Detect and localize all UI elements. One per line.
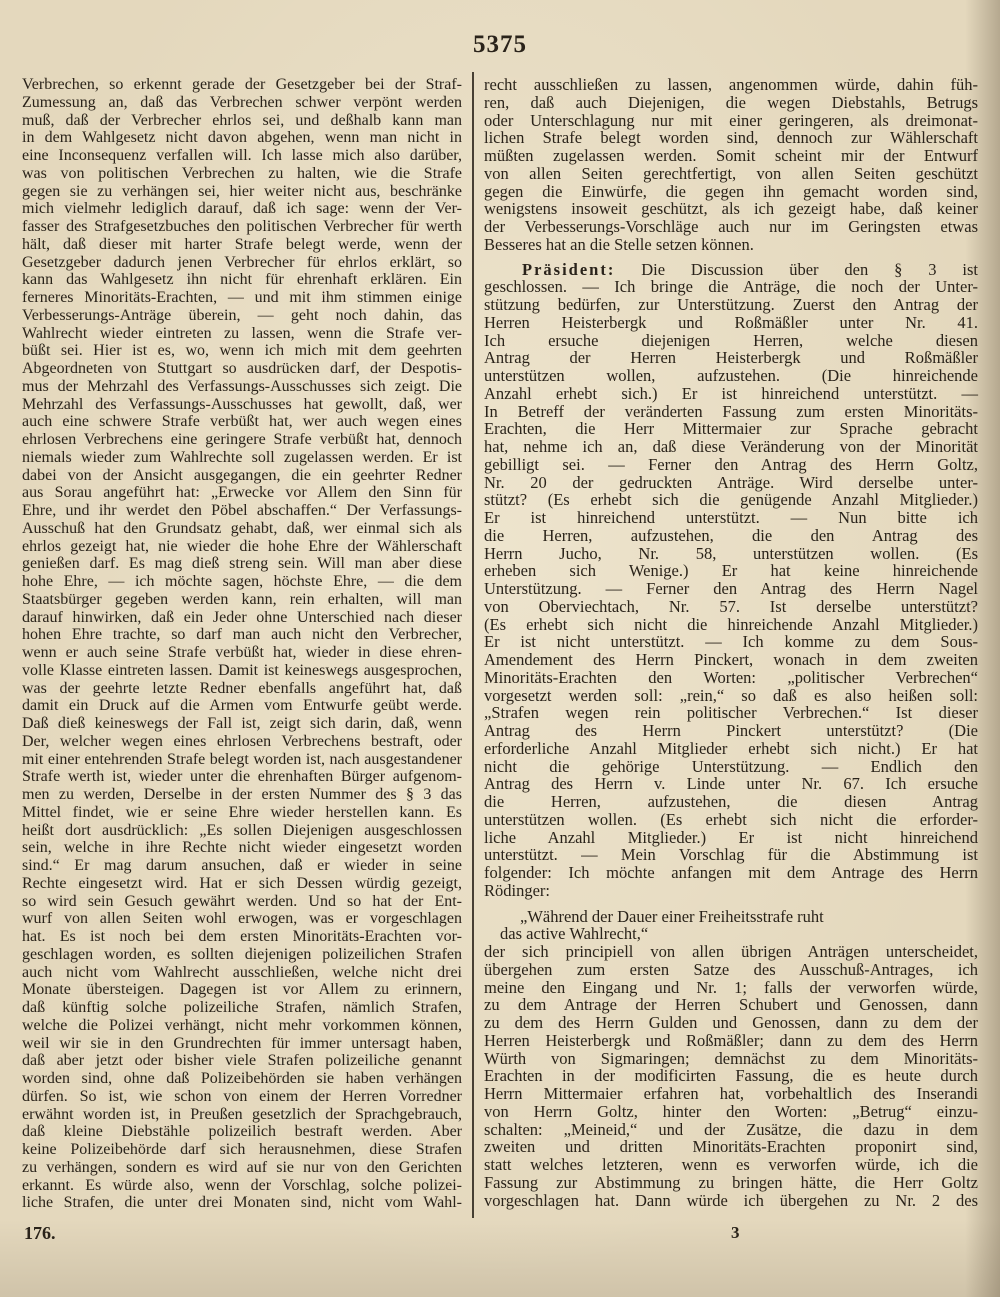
text-line: von allen Seiten gerechtfertigt, von allen Seiten geschützt bbox=[484, 163, 978, 183]
text-line: niemals wieder zum Wahlrechte soll zugelassen werden. Er ist bbox=[22, 448, 462, 466]
text-line: dabei von der Ansicht ausgegangen, die ein geehrter Redner bbox=[22, 466, 462, 484]
text-line: Monate übersteigen. Dagegen ist vor Allem zu erinnern, bbox=[22, 981, 462, 999]
text-line: mit einer entehrenden Strafe belegt worden ist, nach ausgestandener bbox=[22, 750, 462, 768]
text-line: zu verhängen, sondern es wird auf sie nur von den Gerichten bbox=[22, 1158, 462, 1176]
text-line: Er ist nicht unterstützt. — Ich komme zu dem Sous- bbox=[484, 632, 978, 652]
text-line: Er ist hinreichend unterstützt. — Nun bitte ich bbox=[484, 508, 978, 527]
text-line: das active Wahlrecht,“ bbox=[500, 924, 649, 944]
text-line: Herrn Mittermaier erfahren hat, vorbehaltlich des Inserandi bbox=[484, 1084, 978, 1103]
text-line: gegen sie zu verhängen sei, hier weiter nicht aus, beschränke bbox=[22, 182, 462, 200]
text-line: folgender: Ich möchte anfangen mit dem Antrage des Herrn bbox=[484, 863, 978, 882]
text-line: zu dem des Herrn Gulden und Genossen, dann zu dem der bbox=[484, 1013, 978, 1032]
text-line: Herren Heisterbergk und Roßmäßler; dann zu dem des Herrn bbox=[484, 1030, 978, 1050]
text-line: von Oberviechtach, Nr. 57. Ist derselbe unterstützt? bbox=[484, 596, 978, 616]
text-line: wurf von allen Seiten wohl erwogen, was er vorgeschlagen bbox=[22, 910, 462, 928]
text-line: ferneres Minoritäts-Erachten, — und mit ihm stimmen einige bbox=[22, 289, 462, 306]
sheet-number: 3 bbox=[731, 1223, 740, 1242]
text-line: Antrag des Herrn v. Linde unter Nr. 67. Ich ersuche bbox=[484, 774, 978, 794]
text-line: Erachten in der modificirten Fassung, die es heute durch bbox=[484, 1066, 978, 1086]
text-line: keine Polizeibehörde darf sich herausnehmen, diese Strafen bbox=[22, 1141, 462, 1158]
text-line: zweiten und dritten Minoritäts-Erachten proponirt sind, bbox=[484, 1137, 978, 1157]
text-line bbox=[484, 261, 978, 279]
right-column bbox=[484, 76, 978, 1209]
text-line: hohen Ehre trachte, so darf man auch nicht den Verbrecher, bbox=[22, 626, 462, 644]
text-line: „Strafen wegen rein politischer Verbrechen.“ Ist dieser bbox=[484, 703, 978, 723]
text-line: die Herren, aufzustehen, die diesen Antrag bbox=[484, 792, 978, 811]
text-line: gebilligt sei. — Ferner den Antrag des Herrn Goltz, bbox=[484, 454, 978, 474]
text-line: geschlossen. — Ich bringe die Anträge, die noch der Unter- bbox=[484, 277, 978, 297]
text-line: Wahlrecht wieder eintreten zu lassen, wenn die Strafe ver- bbox=[22, 324, 462, 342]
text-line: daß aber jetzt oder bisher viele Strafen polizeiliche genannt bbox=[22, 1052, 462, 1070]
president-paragraph bbox=[484, 261, 978, 900]
text-line: hohe Ehre, — ich möchte sagen, höchste Ehre, — die dem bbox=[22, 573, 462, 590]
text-line: Antrag des Herrn Pinckert unterstützt? (Die bbox=[484, 721, 978, 740]
text-line: so wird sein Gesuch gewährt werden. Und so hat der Ent- bbox=[22, 892, 462, 910]
text-line: Gesetzgeber dadurch jenen Verbrecher für ehrlos erklärt, so bbox=[22, 253, 462, 271]
text-line: sein, welche in ihre Rechte nicht wieder eingesetzt worden bbox=[22, 839, 462, 857]
text-line: erforderliche Anzahl Mitglieder erhebt sich nicht.) Er hat bbox=[484, 738, 978, 758]
text-line: statt welches letzteren, wenn es verworfen würde, ich die bbox=[484, 1155, 978, 1174]
text-line: dürfen. So ist, wie schon von einem der Herren Vorredner bbox=[22, 1087, 462, 1105]
text-line: vorgeschlagen hat. Dann würde ich übergehen zu Nr. 2 des bbox=[484, 1190, 978, 1210]
text-line: Nr. 20 der gedruckten Anträge. Wird derselbe unter- bbox=[484, 472, 978, 492]
text-line: Würth von Sigmaringen; demnächst zu dem Minoritäts- bbox=[484, 1048, 978, 1068]
text-line: wenn er auch seine Strafe verbüßt hat, wieder in diese ehren- bbox=[22, 644, 462, 661]
text-line: Daß dieß keineswegs der Fall ist, zeigt sich darin, daß, wenn bbox=[22, 715, 462, 732]
text-line: müßten zugelassen werden. Somit scheint mir der Entwurf bbox=[484, 146, 978, 165]
text-line: hat, nehme ich an, daß diese Veränderung von der Minorität bbox=[484, 437, 978, 456]
text-line: erheben sich Wenige.) Er hat keine hinreichende bbox=[484, 561, 978, 581]
text-line: unterstützen wollen. (Es erhebt sich nicht die erforder- bbox=[484, 809, 978, 829]
left-column bbox=[22, 76, 462, 1212]
text-line: liche Strafen, die unter drei Monaten sind, nicht vom Wahl- bbox=[22, 1194, 462, 1212]
text-line: was von politischen Verbrechen zu halten, wie die Strafe bbox=[22, 164, 462, 182]
speaker-label: Präsident: bbox=[522, 259, 616, 279]
text-line: liche Anzahl Mitglieder.) Er ist nicht hinreichend bbox=[484, 827, 978, 847]
text-line: Amendement des Herrn Pinckert, wonach in dem zweiten bbox=[484, 650, 978, 669]
text-line: unterstützen wollen, aufzustehen. (Die hinreichende bbox=[484, 366, 978, 385]
text-line: die Herren, aufzustehen, die den Antrag des bbox=[484, 525, 978, 545]
text-line: heißt dort ausdrücklich: „Es sollen Diejenigen ausgeschlossen bbox=[22, 821, 462, 839]
text-line: daß künftig solche polizeiliche Strafen, nämlich Strafen, bbox=[22, 999, 462, 1016]
text-line: aus Sorau angeführt hat: „Erwecke vor Allem den Sinn für bbox=[22, 484, 462, 502]
text-line: men zu werden, Derselbe in der ersten Nummer des § 3 das bbox=[22, 786, 462, 803]
text-line: Mehrzahl des Verfassungs-Ausschusses hat gewollt, daß, wer bbox=[22, 395, 462, 413]
text-line: worden sind, ohne daß Polizeibehörden sie haben verhängen bbox=[22, 1070, 462, 1087]
text-line: der sich principiell von allen übrigen Anträgen unterscheidet, bbox=[484, 942, 978, 961]
text-line: Fassung zur Abstimmung zu bringen hätte, die Herr Goltz bbox=[484, 1172, 978, 1192]
text-line: unterstützt. — Mein Vorschlag für die Abstimmung ist bbox=[484, 845, 978, 865]
text-line: fasser des Strafgesetzbuches den politischen Verbrecher für werth bbox=[22, 218, 462, 235]
text-line: Abgeordneten von Stuttgart so ausdrücken darf, der Despotis- bbox=[22, 360, 462, 377]
text-line: Mittel findet, wie er seine Ehre wieder herstellen kann. Es bbox=[22, 803, 462, 821]
signature-mark: 176. bbox=[24, 1223, 56, 1243]
text-line: Verbrechen, so erkennt gerade der Gesetzgeber bei der Straf- bbox=[22, 76, 462, 93]
text-line: hat. Es ist noch bei dem ersten Minoritäts-Erachten vor- bbox=[22, 928, 462, 945]
text-line: zu dem Antrage der Herren Schubert und Genossen, dann bbox=[484, 995, 978, 1015]
text-line: Der, welcher wegen eines ehrlosen Verbrechens bestraft, oder bbox=[22, 732, 462, 750]
text-line: Antrag der Herren Heisterbergk und Roßmäßler bbox=[484, 348, 978, 368]
text-line: der Verbesserungs-Vorschläge auch nur im Geringsten etwas bbox=[484, 217, 978, 236]
text-line: vorgesetzt werden soll: „rein,“ so daß es also heißen soll: bbox=[484, 685, 978, 705]
text-line: Erachten, die Herr Mittermaier zur Sprache gebracht bbox=[484, 419, 978, 439]
text-line: (Es erhebt sich nicht die hinreichende Anzahl Mitglieder.) bbox=[484, 614, 978, 634]
text-line-content: Die Discussion über den § 3 ist bbox=[641, 259, 978, 279]
text-line: gegen die Einwürfe, die gegen ihn gemacht worden sind, bbox=[484, 181, 978, 201]
text-line: stützung bedürfen, zur Unterstützung. Zuerst den Antrag der bbox=[484, 295, 978, 314]
text-line: stützt? (Es erhebt sich die genügende Anzahl Mitglieder.) bbox=[484, 490, 978, 510]
text-line: In Betreff der veränderten Fassung zum ersten Minoritäts- bbox=[484, 401, 978, 421]
text-line: Herrn Jucho, Nr. 58, unterstützen wollen. (Es bbox=[484, 543, 978, 563]
text-line: Herren Heisterbergk und Roßmäßler unter Nr. 41. bbox=[484, 312, 978, 332]
column-divider bbox=[472, 72, 474, 1218]
text-line: was der geehrte letzte Redner ebenfalls angeführt hat, daß bbox=[22, 679, 462, 697]
text-line: nicht die gehörige Unterstützung. — Endlich den bbox=[484, 756, 978, 776]
text-line: lichen Strafe belegt worden sind, dennoch zur Wählerschaft bbox=[484, 128, 978, 148]
text-line: Ausschuß hat den Grundsatz gehabt, daß, wer einmal sich als bbox=[22, 519, 462, 537]
text-line: damit ein Druck auf die Armen vom Entwurfe geübt werde. bbox=[22, 697, 462, 715]
text-line: Zumessung an, daß das Verbrechen schwer verpönt werden bbox=[22, 93, 462, 111]
text-line: Minoritäts-Erachten den Worten: „politischer Verbrechen“ bbox=[484, 667, 978, 687]
text-line: muß, daß der Verbrecher ehrlos sei, und deßhalb kann man bbox=[22, 111, 462, 129]
text-line: sind.“ Er mag darum ansuchen, daß er wieder in seine bbox=[22, 857, 462, 874]
text-line: mus der Mehrzahl des Verfassungs-Ausschusses sich zeigt. Die bbox=[22, 377, 462, 395]
text-line: Anzahl erhebt sich.) Er ist hinreichend unterstützt. — bbox=[484, 383, 978, 403]
text-line: weil wir sie in den Grundrechten für immer untersagt haben, bbox=[22, 1034, 462, 1052]
text-line: volle Klasse eintreten lassen. Damit ist keineswegs ausgesprochen, bbox=[22, 661, 462, 679]
speech-end-paragraph bbox=[484, 76, 978, 254]
text-line: ehrlos gezeigt hat, nie wieder die hohe Ehre der Wählerschaft bbox=[22, 537, 462, 555]
text-line: recht ausschließen zu lassen, angenommen würde, dahin füh- bbox=[484, 75, 978, 94]
text-line: erwähnt worden ist, in Preußen gesetzlich der Sprachgebrauch, bbox=[22, 1105, 462, 1123]
text-line: Verbesserungs-Anträge überein, — geht noch dahin, das bbox=[22, 306, 462, 324]
text-line: auch nicht vom Wahlrecht ausschließen, welche nicht drei bbox=[22, 963, 462, 981]
text-line: kann das Wahlgesetz ihn nicht für ehrenhaft erklären. Ein bbox=[22, 271, 462, 289]
text-line: ren, daß auch Diejenigen, die wegen Diebstahls, Betrugs bbox=[484, 92, 978, 112]
text-line: hält, daß dieser mit harter Strafe belegt werde, wenn der bbox=[22, 235, 462, 253]
text-line: Unterstützung. — Ferner den Antrag des Herrn Nagel bbox=[484, 579, 978, 598]
text-line: meine den Eingang und Nr. 1; falls der verworfen würde, bbox=[484, 977, 978, 997]
text-line: auch eine schwere Strafe verbüßt hat, wer auch wegen eines bbox=[22, 413, 462, 431]
text-line: von Herrn Goltz, hinter den Worten: „Betrug“ einzu- bbox=[484, 1101, 978, 1121]
text-line: Staatsbürger gegeben werden kann, rein erhalten, will man bbox=[22, 590, 462, 608]
continuation-paragraph bbox=[484, 943, 978, 1209]
text-line: genießen darf. Es mag dieß streng sein. Will man aber diese bbox=[22, 555, 462, 573]
text-line: Ich ersuche diejenigen Herren, welche diesen bbox=[484, 330, 978, 350]
text-line: Strafe werth ist, wieder unter die ehrenhaften Bürger aufgenom- bbox=[22, 768, 462, 786]
text-line: büßt sei. Hier ist es, wo, wenn ich mich mit dem geehrten bbox=[22, 342, 462, 360]
text-line: schalten: „Meineid,“ und der Zusätze, die dazu in dem bbox=[484, 1119, 978, 1139]
page-number: 5375 bbox=[473, 31, 527, 58]
text-line: Rechte eingesetzt wird. Hat er sich Dessen würdig gezeigt, bbox=[22, 874, 462, 892]
text-line: Ehre, und ihr werdet den Pöbel abschaffen.“ Der Verfassungs- bbox=[22, 502, 462, 519]
text-line: mich vielmehr lediglich darauf, daß ich sage: wenn der Ver- bbox=[22, 200, 462, 218]
text-line: übergehen zum ersten Satze des Ausschuß-Antrages, ich bbox=[484, 959, 978, 979]
text-line: darauf hinwirken, daß ein Jeder ohne Unterschied nach dieser bbox=[22, 608, 462, 626]
text-line: eine Inconsequenz verfallen will. Ich lasse mich also darüber, bbox=[22, 147, 462, 164]
text-line: welche die Polizei verhängt, nicht mehr vorkommen können, bbox=[22, 1016, 462, 1034]
text-line: erkannt. Es würde also, wenn der Vorschlag, solche polizei- bbox=[22, 1176, 462, 1194]
text-line: oder Unterschlagung nur mit einer geringeren, als dreimonat- bbox=[484, 110, 978, 130]
text-line: Rödinger: bbox=[484, 880, 550, 900]
text-line: ehrlosen Verbrechens eine geringere Strafe verbüßt hat, dennoch bbox=[22, 431, 462, 448]
text-line: wenigstens insoweit geschützt, als ich gezeigt habe, daß keiner bbox=[484, 199, 978, 219]
text-line: geschlagen worden, es sollten diejenigen polizeilichen Strafen bbox=[22, 945, 462, 963]
text-line: daß kleine Diebstähle polizeilich bestraft werden. Aber bbox=[22, 1123, 462, 1141]
text-line: „Während der Dauer einer Freiheitsstrafe ruht bbox=[520, 906, 824, 926]
text-line: in dem Wahlgesetz nicht davon abgehen, wenn man nicht in bbox=[22, 129, 462, 147]
quote-block bbox=[484, 908, 978, 944]
text-line: Besseres hat an die Stelle setzen können. bbox=[484, 234, 754, 254]
